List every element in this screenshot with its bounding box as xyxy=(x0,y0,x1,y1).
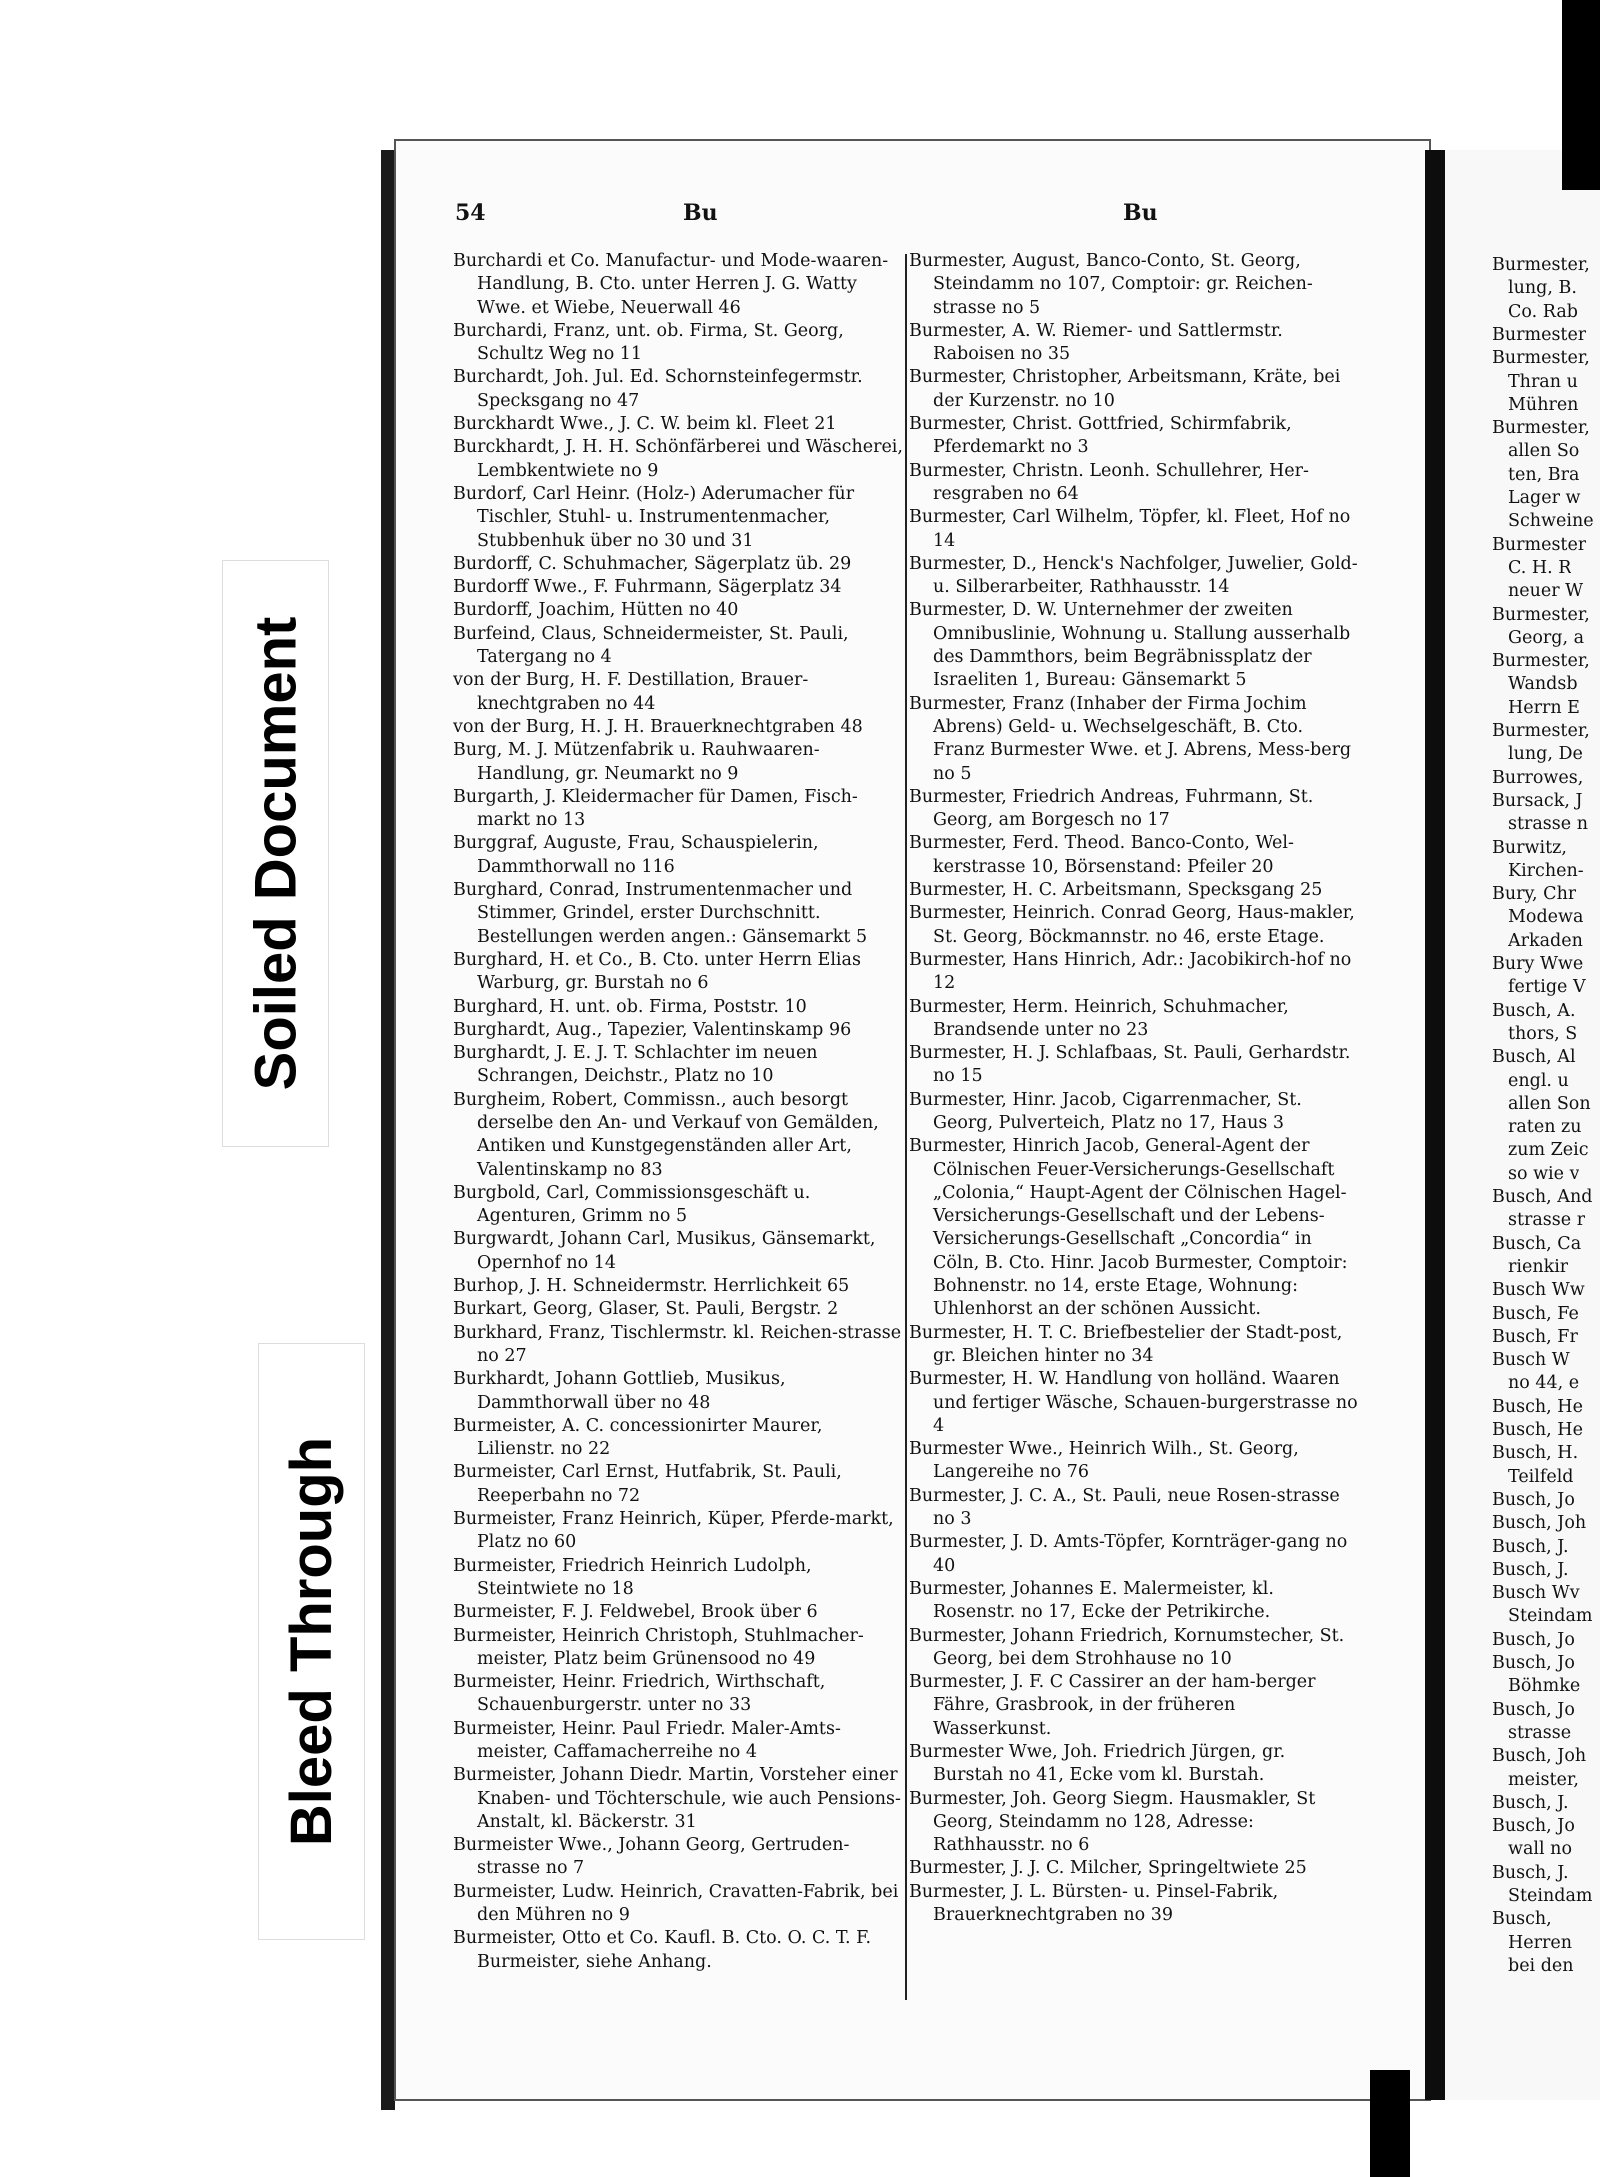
directory-entry: Burmester, D., Henck's Nachfolger, Juwelier, Gold- u. Silberarbeiter, Rathhausstr. 14 xyxy=(909,553,1358,598)
next-page-fragment: fertige V xyxy=(1508,977,1586,998)
next-page-fragment: Busch Wv xyxy=(1492,1583,1580,1604)
next-page-fragment: Co. Rab xyxy=(1508,301,1578,322)
next-page-fragment: Busch, J. xyxy=(1492,1792,1569,1813)
next-page-fragment: Steindam xyxy=(1508,1606,1593,1627)
next-page-fragment: Busch, J. xyxy=(1492,1536,1569,1557)
next-page-fragment: Burmester, xyxy=(1492,348,1590,369)
next-page-fragment: Busch W xyxy=(1492,1350,1570,1371)
directory-entry: Burdorff, Joachim, Hütten no 40 xyxy=(453,600,739,621)
directory-entry: Burmeister, Heinrich Christoph, Stuhlmacher-meister, Platz beim Grünensood no 49 xyxy=(453,1625,864,1669)
next-page-fragment: lung, De xyxy=(1508,744,1583,765)
next-page-fragment: ten, Bra xyxy=(1508,464,1580,485)
directory-entry: Burmester Wwe., Heinrich Wilh., St. Georg, Langereihe no 76 xyxy=(909,1439,1299,1483)
right-column xyxy=(909,250,1359,2000)
directory-entry: Burmeister, Otto et Co. Kaufl. B. Cto. O. C. T. F. Burmeister, siehe Anhang. xyxy=(453,1928,872,1972)
next-page-fragment: Burmester, xyxy=(1492,651,1590,672)
next-page-fragment: Steindam xyxy=(1508,1886,1593,1906)
directory-entry: Burmester, H. T. C. Briefbestelier der Stadt-post, gr. Bleichen hinter no 34 xyxy=(909,1322,1343,1366)
next-page-fragment: strasse xyxy=(1508,1722,1572,1743)
directory-entry: Burkhard, Franz, Tischlermstr. kl. Reichen-strasse no 27 xyxy=(453,1322,902,1366)
next-page-fragment: Burrowes, xyxy=(1492,767,1584,788)
directory-entry: Burchardi, Franz, unt. ob. Firma, St. Georg, Schultz Weg no 11 xyxy=(453,320,844,365)
next-page-fragment: rienkir xyxy=(1508,1256,1569,1277)
next-page-fragment: engl. u xyxy=(1508,1070,1569,1091)
directory-entry: Burmeister, Johann Diedr. Martin, Vorsteher einer Knaben- und Töchterschule, wie auch Pensions-Anstalt, kl. Bäckerstr. 31 xyxy=(453,1765,901,1832)
next-page-fragment: Mühren xyxy=(1508,394,1579,415)
next-page-fragment: Busch, Fr xyxy=(1492,1326,1578,1347)
directory-entry: Burmester, J. J. C. Milcher, Springeltwiete 25 xyxy=(909,1858,1307,1879)
directory-entry: Burdorff Wwe., F. Fuhrmann, Sägerplatz 34 xyxy=(453,577,842,598)
next-page-fragment: Bury, Chr xyxy=(1492,884,1577,905)
directory-entry: Burmester, Herm. Heinrich, Schuhmacher, Brandsende unter no 23 xyxy=(909,996,1289,1040)
next-page-fragment: Schweine xyxy=(1508,511,1594,532)
next-page-fragment: Busch, Jo xyxy=(1492,1699,1575,1720)
directory-entry: Burmester, Johann Friedrich, Kornumstecher, St. Georg, bei dem Strohhause no 10 xyxy=(909,1625,1345,1669)
directory-entry: Burmester, J. D. Amts-Töpfer, Kornträger-gang no 40 xyxy=(909,1532,1348,1576)
next-page-fragment: Burmester, xyxy=(1492,418,1590,439)
next-page-fragment: Bury Wwe xyxy=(1492,954,1584,974)
directory-entry: Burmeister, F. J. Feldwebel, Brook über 6 xyxy=(453,1602,818,1623)
directory-entry: Burmester, Christ. Gottfried, Schirmfabrik, Pferdemarkt no 3 xyxy=(909,414,1292,458)
directory-entry: Burghardt, J. E. J. T. Schlachter im neuen Schrangen, Deichstr., Platz no 10 xyxy=(453,1043,818,1087)
directory-entry: Burmester, Joh. Georg Siegm. Hausmakler, St Georg, Steindamm no 128, Adresse: Rathhausstr. no 6 xyxy=(909,1788,1316,1856)
next-page-fragment: wall no xyxy=(1508,1839,1572,1860)
next-page-fragment: Busch, He xyxy=(1492,1396,1583,1417)
directory-entry: Burmeister, Ludw. Heinrich, Cravatten-Fabrik, bei den Mühren no 9 xyxy=(453,1881,899,1926)
bleed-through-label xyxy=(258,1343,365,1940)
page-number: 54 xyxy=(455,200,486,226)
header-left: Bu xyxy=(683,200,718,226)
next-page-fragment: so wie v xyxy=(1508,1163,1580,1184)
next-page-fragment: meister, xyxy=(1508,1769,1579,1790)
next-page-fragment: Burmester, xyxy=(1492,604,1590,625)
next-page-fragment: Busch Ww xyxy=(1492,1280,1585,1301)
next-page-fragment: Burmester, xyxy=(1492,255,1590,275)
directory-entry: Burg, M. J. Mützenfabrik u. Rauhwaaren-Handlung, gr. Neumarkt no 9 xyxy=(453,740,820,784)
next-page-fragment: Busch, And xyxy=(1492,1187,1593,1207)
directory-entry: von der Burg, H. J. H. Brauerknechtgraben 48 xyxy=(453,716,863,737)
directory-entry: Burgarth, J. Kleidermacher für Damen, Fisch-markt no 13 xyxy=(453,786,858,831)
directory-entry: Burmester, Heinrich. Conrad Georg, Haus-makler, St. Georg, Böckmannstr. no 46, erste Etage. xyxy=(909,903,1355,947)
directory-entry: Burmeister, Carl Ernst, Hutfabrik, St. Pauli, Reeperbahn no 72 xyxy=(453,1462,842,1506)
directory-entry: Burmester, J. F. C Cassirer an der ham-berger Fähre, Grasbrook, in der früheren Wasserkunst. xyxy=(909,1672,1316,1739)
next-page-fragment: strasse r xyxy=(1508,1210,1586,1231)
next-page-fragment: Georg, a xyxy=(1508,627,1584,648)
directory-entry: Burmester, Hans Hinrich, Adr.: Jacobikirch-hof no 12 xyxy=(909,949,1352,994)
directory-entry: Burmeister Wwe., Johann Georg, Gertruden-strasse no 7 xyxy=(453,1835,850,1879)
next-page-fragment: Busch, Jo xyxy=(1492,1816,1575,1837)
next-page-fragment: allen Son xyxy=(1508,1093,1591,1114)
directory-entry: Burdorff, C. Schuhmacher, Sägerplatz üb. 29 xyxy=(453,553,852,574)
directory-entry: Burhop, J. H. Schneidermstr. Herrlichkeit 65 xyxy=(453,1276,850,1297)
next-page-fragment: bei den xyxy=(1508,1955,1574,1976)
next-page-fragment: C. H. R xyxy=(1508,557,1572,578)
directory-entry: Burmester, Ferd. Theod. Banco-Conto, Wel-kerstrasse 10, Börsenstand: Pfeiler 20 xyxy=(909,833,1294,877)
next-page-fragment: Busch, Jo xyxy=(1492,1629,1575,1650)
next-page-fragment: strasse n xyxy=(1508,814,1588,835)
directory-entry: Burckhardt, J. H. H. Schönfärberei und Wäscherei, Lembkentwiete no 9 xyxy=(453,437,903,481)
next-page-fragment: Thran u xyxy=(1508,371,1578,392)
directory-entry: Burmester, D. W. Unternehmer der zweiten Omnibuslinie, Wohnung u. Stallung ausserhalb des Dammthors, beim Begräbnissplatz der Israeliten 1, Bureau: Gänsemarkt 5 xyxy=(909,600,1351,691)
next-page-fragment: Busch, He xyxy=(1492,1420,1583,1440)
directory-entry: Burmester, H. W. Handlung von holländ. Waaren und fertiger Wäsche, Schauen-burgerstrasse no 4 xyxy=(909,1369,1358,1436)
directory-entry: Burgheim, Robert, Commissn., auch besorgt derselbe den An- und Verkauf von Gemälden, Antiken und Kunstgegenständen aller Art, Valentinskamp no 83 xyxy=(453,1089,879,1180)
next-page-fragment: Busch, Joh xyxy=(1492,1746,1587,1767)
directory-entry: Burmester, Christopher, Arbeitsmann, Kräte, bei der Kurzenstr. no 10 xyxy=(909,367,1341,411)
next-page-fragment: Burmester xyxy=(1492,324,1587,345)
directory-entry: Burghard, H. et Co., B. Cto. unter Herrn Elias Warburg, gr. Burstah no 6 xyxy=(453,949,861,994)
next-page-fragment: Burmester xyxy=(1492,534,1587,555)
directory-entry: Burghard, Conrad, Instrumentenmacher und Stimmer, Grindel, erster Durchschnitt. Bestellungen werden angen.: Gänsemarkt 5 xyxy=(453,880,868,947)
next-page-fragments xyxy=(1492,254,1600,2054)
directory-entry: Burmester, Johannes E. Malermeister, kl. Rosenstr. no 17, Ecke der Petrikirche. xyxy=(909,1578,1274,1623)
directory-entry: Burmester, Hinr. Jacob, Cigarrenmacher, St. Georg, Pulverteich, Platz no 17, Haus 3 xyxy=(909,1089,1302,1133)
next-page-fragment: Teilfeld xyxy=(1508,1466,1574,1487)
directory-entry: Burmester, Hinrich Jacob, General-Agent der Cölnischen Feuer-Versicherungs-Gesellschaft „Colonia,“ Haupt-Agent der Cölnischen Hagel-Versicherungs-Gesellschaft und der Lebens-Versicherungs-Gesellschaft „Concordia“ in Cöln, B. Cto. Hinr. Jacob Burmester, Comptoir: Bohnenstr. no 14, erste Etage, Wohnung: Uhlenhorst an der schönen Aussicht. xyxy=(909,1136,1348,1320)
next-page-fragment: Busch, H. xyxy=(1492,1443,1579,1464)
next-page-fragment: Busch, Al xyxy=(1492,1047,1576,1068)
directory-entry: von der Burg, H. F. Destillation, Brauer-knechtgraben no 44 xyxy=(453,670,809,714)
directory-entry: Burmeister, Heinr. Paul Friedr. Maler-Amts-meister, Caffamacherreihe no 4 xyxy=(453,1718,841,1762)
next-page-fragment: Herren xyxy=(1508,1932,1572,1953)
next-page-fragment: Lager w xyxy=(1508,488,1581,508)
next-page-fragment: Burwitz, xyxy=(1492,837,1567,858)
directory-entry: Burmeister, Heinr. Friedrich, Wirthschaft, Schauenburgerstr. unter no 33 xyxy=(453,1672,826,1716)
next-page-fragment: no 44, e xyxy=(1508,1373,1580,1394)
next-page-fragment: allen So xyxy=(1508,441,1580,462)
directory-entry: Burfeind, Claus, Schneidermeister, St. Pauli, Tatergang no 4 xyxy=(453,623,849,668)
directory-entry: Burchardi et Co. Manufactur- und Mode-waaren-Handlung, B. Cto. unter Herren J. G. Watty Wwe. et Wiebe, Neuerwall 46 xyxy=(453,251,889,318)
directory-entry: Burmester, August, Banco-Conto, St. Georg, Steindamm no 107, Comptoir: gr. Reichen-strasse no 5 xyxy=(909,251,1313,318)
directory-entry: Burmeister, Friedrich Heinrich Ludolph, Steintwiete no 18 xyxy=(453,1555,812,1599)
directory-entry: Burchardt, Joh. Jul. Ed. Schornsteinfegermstr. Specksgang no 47 xyxy=(453,367,863,411)
next-page-fragment: Böhmke xyxy=(1508,1676,1581,1697)
directory-entry: Burmester, Friedrich Andreas, Fuhrmann, St. Georg, am Borgesch no 17 xyxy=(909,786,1314,831)
next-page-fragment: Wandsb xyxy=(1508,674,1578,695)
next-page-fragment: Busch, Joh xyxy=(1492,1513,1587,1534)
next-page-fragment: Busch, Jo xyxy=(1492,1489,1575,1510)
directory-entry: Burmester, J. C. A., St. Pauli, neue Rosen-strasse no 3 xyxy=(909,1485,1340,1530)
directory-entry: Burckhardt Wwe., J. C. W. beim kl. Fleet 21 xyxy=(453,414,837,435)
directory-entry: Burdorf, Carl Heinr. (Holz-) Aderumacher für Tischler, Stuhl- u. Instrumentenmacher, Stubbenhuk über no 30 und 31 xyxy=(453,483,855,551)
directory-entry: Burggraf, Auguste, Frau, Schauspielerin, Dammthorwall no 116 xyxy=(453,833,819,877)
directory-entry: Burmester, Carl Wilhelm, Töpfer, kl. Fleet, Hof no 14 xyxy=(909,507,1351,551)
bleed-through-text: Bleed Through xyxy=(279,1436,345,1847)
directory-entry: Burmester, Franz (Inhaber der Firma Jochim Abrens) Geld- u. Wechselgeschäft, B. Cto. Franz Burmester Wwe. et J. Abrens, Mess-berg no 5 xyxy=(909,693,1352,784)
directory-entry: Burghard, H. unt. ob. Firma, Poststr. 10 xyxy=(453,996,807,1017)
next-page-fragment: Herrn E xyxy=(1508,697,1580,718)
directory-entry: Burgbold, Carl, Commissionsgeschäft u. Agenturen, Grimm no 5 xyxy=(453,1182,811,1227)
next-page-fragment: Busch, Jo xyxy=(1492,1653,1575,1673)
directory-entry: Burmester, A. W. Riemer- und Sattlermstr. Raboisen no 35 xyxy=(909,320,1283,365)
header-right: Bu xyxy=(1123,200,1158,226)
directory-entry: Burmeister, A. C. concessionirter Maurer, Lilienstr. no 22 xyxy=(453,1415,823,1460)
next-page-fragment: Busch, J. xyxy=(1492,1862,1569,1883)
directory-entry: Burghardt, Aug., Tapezier, Valentinskamp 96 xyxy=(453,1019,852,1040)
next-page-fragment: Busch, Fe xyxy=(1492,1303,1579,1324)
next-page-fragment: thors, S xyxy=(1508,1023,1578,1044)
next-page-fragment: Busch, J. xyxy=(1492,1559,1569,1580)
next-page-fragment: Kirchen- xyxy=(1508,860,1584,881)
next-page-fragment: Busch, xyxy=(1492,1909,1552,1930)
directory-entry: Burmester, H. J. Schlafbaas, St. Pauli, Gerhardstr. no 15 xyxy=(909,1043,1351,1087)
directory-entry: Burmester, H. C. Arbeitsmann, Specksgang 25 xyxy=(909,880,1323,901)
next-page-fragment: Busch, Ca xyxy=(1492,1233,1582,1254)
soiled-document-text: Soiled Document xyxy=(243,616,308,1091)
next-page-fragment: Bursack, J xyxy=(1492,790,1583,811)
next-page-fragment: Modewa xyxy=(1508,907,1584,928)
left-column xyxy=(453,250,905,2000)
next-page-fragment: neuer W xyxy=(1508,581,1584,602)
next-page-fragment: zum Zeic xyxy=(1508,1140,1589,1161)
soiled-document-label xyxy=(222,560,329,1147)
directory-entry: Burmester, J. L. Bürsten- u. Pinsel-Fabrik, Brauerknechtgraben no 39 xyxy=(909,1881,1279,1926)
directory-entry: Burmester Wwe, Joh. Friedrich Jürgen, gr. Burstah no 41, Ecke vom kl. Burstah. xyxy=(909,1742,1286,1786)
next-page-fragment: Arkaden xyxy=(1508,930,1583,951)
next-page-fragment: raten zu xyxy=(1508,1117,1582,1138)
directory-entry: Burkart, Georg, Glaser, St. Pauli, Bergstr. 2 xyxy=(453,1299,839,1320)
directory-entry: Burkhardt, Johann Gottlieb, Musikus, Dammthorwall über no 48 xyxy=(453,1369,786,1413)
next-page-fragment: Burmester, xyxy=(1492,721,1590,741)
directory-entry: Burgwardt, Johann Carl, Musikus, Gänsemarkt, Opernhof no 14 xyxy=(453,1229,876,1273)
next-page-fragment: lung, B. xyxy=(1508,278,1577,299)
directory-entry: Burmester, Christn. Leonh. Schullehrer, Her-resgraben no 64 xyxy=(909,460,1309,504)
directory-entry: Burmeister, Franz Heinrich, Küper, Pferde-markt, Platz no 60 xyxy=(453,1509,894,1553)
next-page-fragment: Busch, A. xyxy=(1492,1000,1576,1021)
